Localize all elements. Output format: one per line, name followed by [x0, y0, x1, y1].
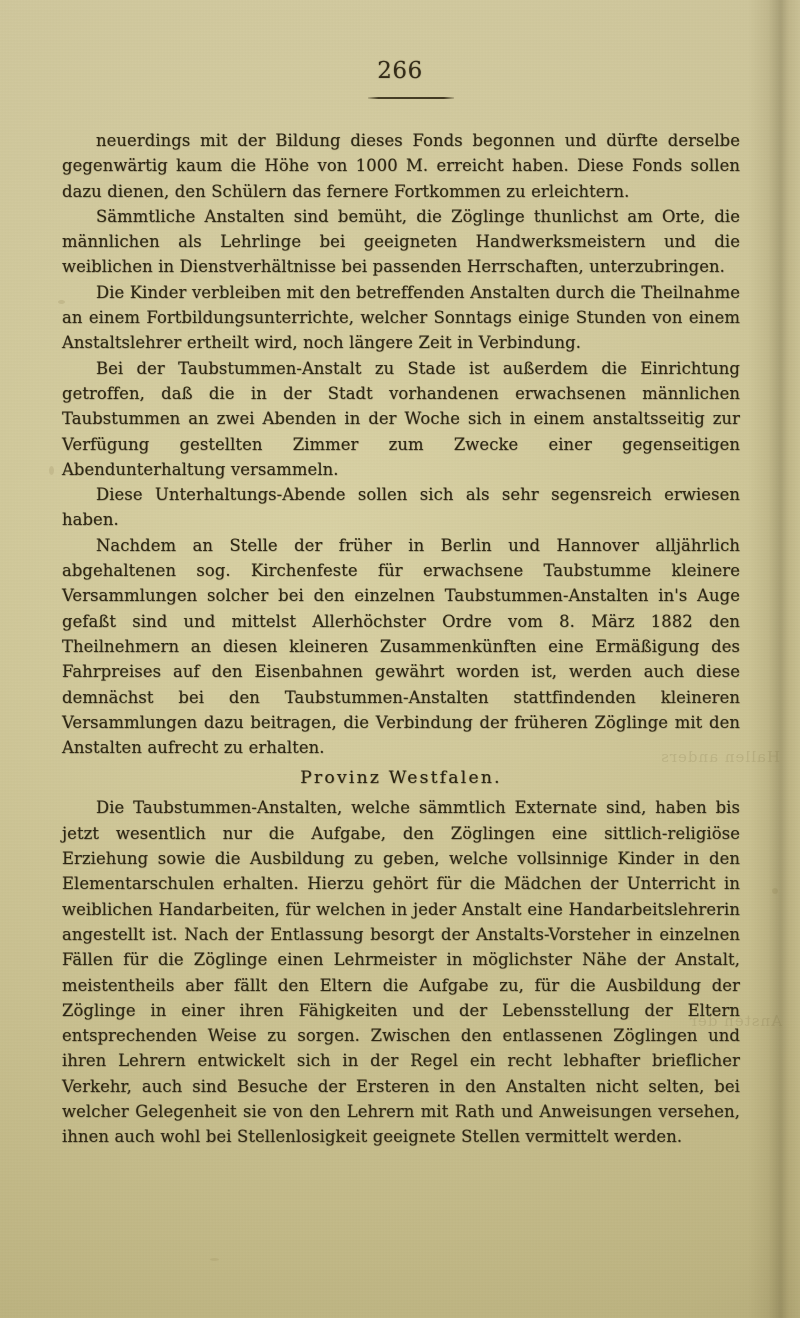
- folio-container: [0, 58, 800, 84]
- paragraph: Bei der Taubstummen-Anstalt zu Stade ist außerdem die Einrichtung getroffen, daß die in der Stadt vorhandenen erwachsenen männlichen Taubstummen an zwei Abenden in der Woche sich in einem anstaltsseitig zur Verfügung gestellten Zimmer zum Zwecke einer gegenseitigen Abendunterhaltung versammeln.: [62, 358, 740, 479]
- foxing-spot: [49, 466, 54, 475]
- text-block: [62, 128, 740, 1150]
- paragraph: Die Taubstummen-Anstalten, welche sämmtlich Externate sind, haben bis jetzt wesentlich nur die Aufgabe, den Zöglingen eine sittlich-religiöse Erziehung sowie die Ausbildung zu geben, welche vollsinnige Kinder in den Elementarschulen erhalten. Hierzu gehört für die Mädchen der Unterricht in weiblichen Handarbeiten, für welchen in jeder Anstalt eine Handarbeitslehrerin angestellt ist. Nach der Entlassung besorgt der Anstalts-Vorsteher in einzelnen Fällen für die Zöglinge einen Lehrmeister in möglichster Nähe der Anstalt, meistentheils aber fällt den Eltern die Aufgabe zu, für die Ausbildung der Zöglinge in einer ihren Fähigkeiten und der Lebensstellung der Eltern entsprechenden Weise zu sorgen. Zwischen den entlassenen Zöglingen und ihren Lehrern entwickelt sich in der Regel ein recht lebhafter brieflicher Verkehr, auch sind Besuche der Ersteren in den Anstalten nicht selten, bei welcher Gelegenheit sie von den Lehrern mit Rath und Anweisungen versehen, ihnen auch wohl bei Stellenlosigkeit geeignete Stellen vermittelt werden.: [62, 798, 740, 1147]
- section-heading: Provinz Westfalen.: [300, 768, 502, 789]
- paragraph: Diese Unterhaltungs-Abende sollen sich als sehr segensreich erwiesen haben.: [62, 485, 740, 530]
- paragraph: neuerdings mit der Bildung dieses Fonds begonnen und dürfte derselbe gegenwärtig kaum die Höhe von 1000 M. erreicht haben. Diese Fonds sollen dazu dienen, den Schülern das fernere Fortkommen zu erleichtern.: [62, 131, 740, 201]
- paragraph: Sämmtliche Anstalten sind bemüht, die Zöglinge thunlichst am Orte, die männlichen als Lehrlinge bei geeigneten Handwerksmeistern und die weiblichen in Dienstverhältnisse bei passenden Herrschaften, unterzubringen.: [62, 206, 740, 277]
- show-through-text-2: Ansten der: [688, 1012, 782, 1030]
- paragraph: Die Kinder verbleiben mit den betreffenden Anstalten durch die Theilnahme an einem Fortbildungsunterrichte, welcher Sonntags einige Stunden von einem Anstaltslehrer ertheilt wird, noch längere Zeit in Verbindung.: [62, 282, 740, 353]
- page-number: 266: [377, 58, 423, 84]
- show-through-text: Hallen anders: [660, 748, 780, 766]
- paragraph: Nachdem an Stelle der früher in Berlin und Hannover alljährlich abgehaltenen sog. Kirchenfeste für erwachsene Taubstumme kleinere Versammlungen solcher bei den einzelnen Taubstummen-Anstalten in's Auge gefaßt sind und mittelst Allerhöchster Ordre vom 8. März 1882 den Theilnehmern an diesen kleineren Zusammenkünften eine Ermäßigung des Fahrpreises auf den Eisenbahnen gewährt worden ist, werden auch diese demnächst bei den Taubstummen-Anstalten stattfindenden kleineren Versammlungen dazu beitragen, die Verbindung der früheren Zöglinge mit den Anstalten aufrecht zu erhalten.: [62, 535, 740, 758]
- foxing-spot: [772, 888, 778, 894]
- foxing-spot: [210, 1258, 219, 1261]
- folio-rule: [368, 97, 454, 99]
